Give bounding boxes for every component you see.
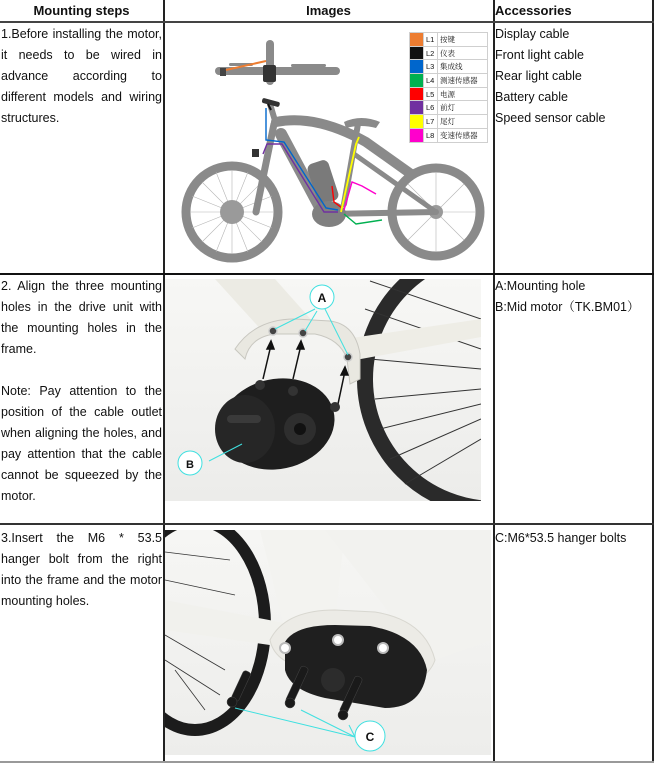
legend-swatch — [410, 46, 424, 60]
legend-swatch — [410, 60, 424, 74]
legend-row-l6: L6 前灯 — [410, 101, 488, 115]
legend-row-l1: L1 按键 — [410, 33, 488, 47]
header-accessories: Accessories — [495, 3, 572, 18]
step-3-text: 3.Insert the M6 * 53.5 hanger bolt from the right into the frame and the motor mounting holes. — [1, 531, 162, 608]
callout-b-label: B — [186, 459, 194, 471]
row-3-bottom-border — [0, 761, 654, 763]
hanger-bolt-illustration — [165, 530, 491, 755]
row-1-bottom-border — [0, 273, 654, 275]
legend-swatch — [410, 87, 424, 101]
legend-swatch — [410, 128, 424, 142]
legend-row-l2: L2 仪表 — [410, 46, 488, 60]
motor-alignment-image — [165, 279, 481, 501]
step-2-instruction: 2. Align the three mounting holes in the drive unit with the mounting holes in the frame. — [1, 279, 162, 356]
legend-swatch — [410, 33, 424, 47]
legend-row-l8: L8 变速传感器 — [410, 128, 488, 142]
wiring-color-legend — [409, 32, 488, 143]
hanger-bolt-image — [165, 530, 491, 755]
row-2-bottom-border — [0, 523, 654, 525]
step-1-text: 1.Before installing the motor, it needs to be wired in advance according to different models and wiring structures. — [1, 27, 162, 125]
legend-swatch — [410, 74, 424, 88]
header-mounting-steps: Mounting steps — [33, 3, 130, 18]
accessory-item: B:Mid motor（TK.BM01） — [495, 300, 640, 314]
row-2-accessories — [495, 276, 639, 318]
row-3-accessories — [495, 528, 626, 549]
step-2-text — [1, 276, 162, 507]
legend-row-l4: L4 测速传感器 — [410, 74, 488, 88]
legend-swatch — [410, 101, 424, 115]
motor-alignment-illustration — [165, 279, 481, 501]
accessory-item: A:Mounting hole — [495, 279, 586, 293]
table-right-border — [652, 0, 654, 763]
legend-row-l7: L7 尾灯 — [410, 115, 488, 129]
callout-a-label: A — [317, 291, 327, 305]
row-1-accessories — [495, 24, 606, 129]
accessory-item: Display cable — [495, 27, 570, 41]
callout-c-label: C — [365, 730, 375, 744]
accessory-item: Front light cable — [495, 48, 584, 62]
accessory-item: Battery cable — [495, 90, 568, 104]
legend-row-l3: L3 集成线 — [410, 60, 488, 74]
step-2-note: Note: Pay attention to the position of the cable outlet when aligning the holes, and pay attention that the cable cannot be squeezed by the motor. — [1, 384, 162, 503]
accessory-item: C:M6*53.5 hanger bolts — [495, 531, 627, 545]
header-images: Images — [306, 3, 351, 18]
legend-row-l5: L5 电源 — [410, 87, 488, 101]
legend-swatch — [410, 115, 424, 129]
accessory-item: Rear light cable — [495, 69, 582, 83]
accessory-item: Speed sensor cable — [495, 111, 606, 125]
